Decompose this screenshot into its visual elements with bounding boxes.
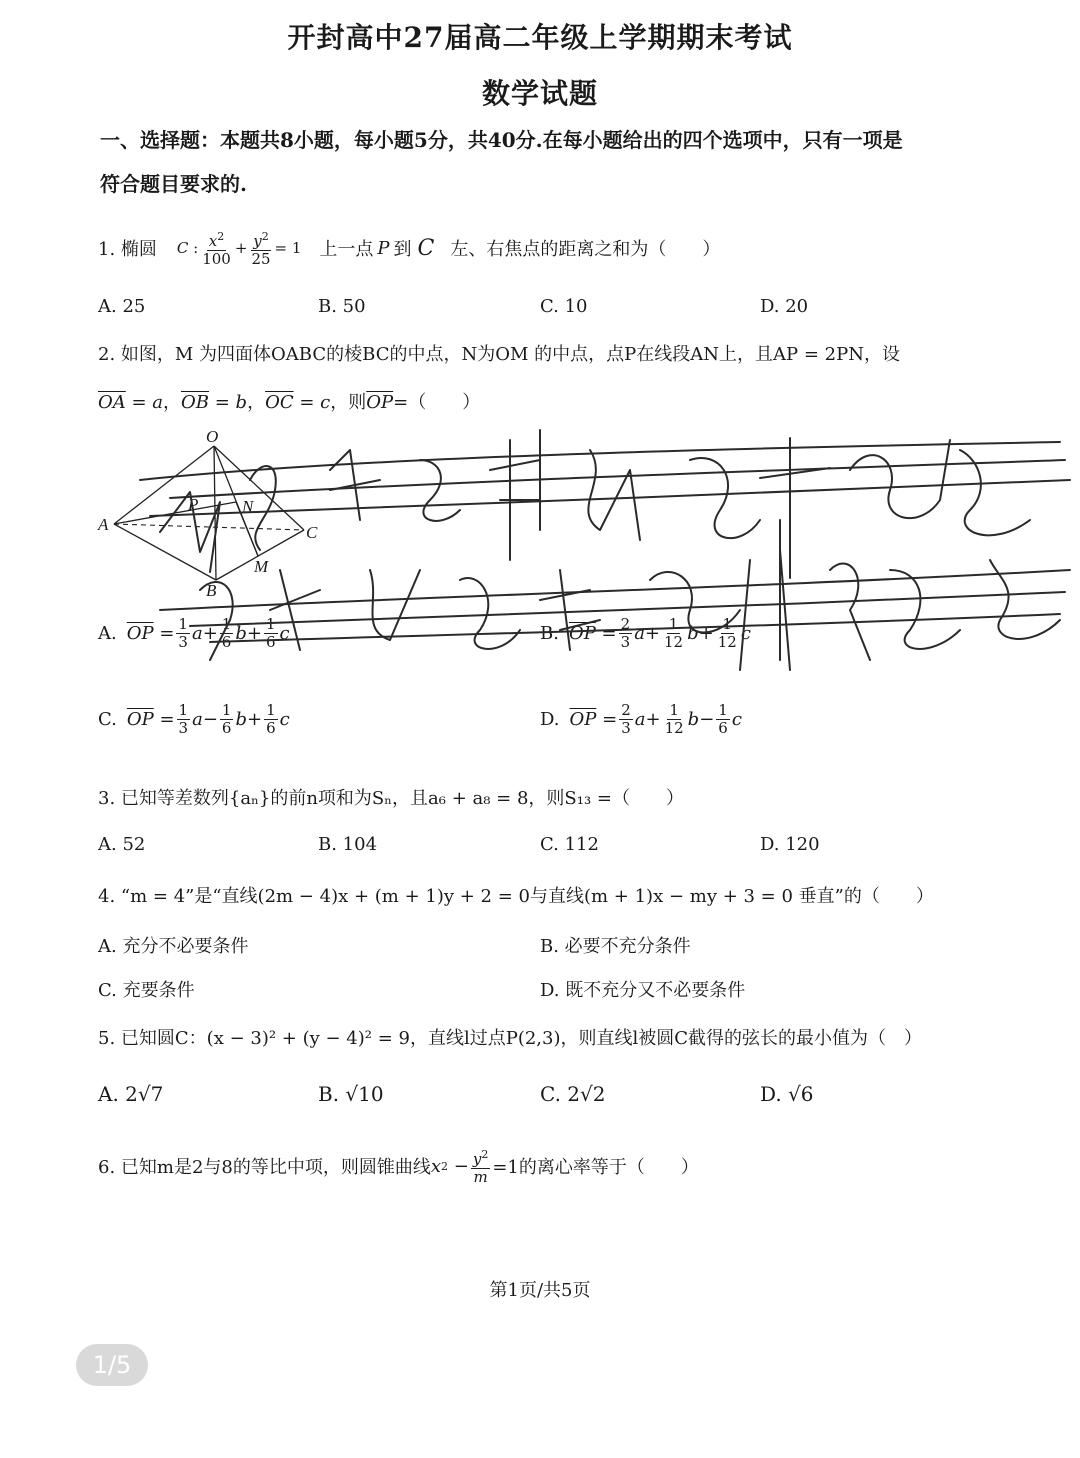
question-3: 3. 已知等差数列{aₙ}的前n项和为Sₙ，且a₆ + a₈ = 8，则S₁₃ =（ ） — [98, 788, 684, 809]
q1-point: P — [377, 237, 390, 259]
q4-option-d: D. 既不充分又不必要条件 — [540, 980, 746, 1001]
page-footer: 第1页/共5页 — [489, 1280, 591, 1301]
q2-option-d-label: D. — [540, 709, 560, 730]
q1-prefix: 1. 椭圆 — [98, 239, 157, 260]
q1-text-a: 上一点 — [319, 239, 374, 260]
q2-option-b: B. $\overline{OP}$ = $\frac{2}{3}$ a + $\frac{1}{12}$ b + $\frac{1}{12}$ c — [540, 615, 751, 651]
label-B: B — [206, 581, 217, 600]
section-heading-line1: 一、选择题：本题共8小题，每小题5分，共40分.在每小题给出的四个选项中，只有一项是 — [100, 128, 903, 152]
question-2-line1: 2. 如图，M 为四面体OABC的棱BC的中点，N为OM 的中点，点P在线段AN上，且AP = 2PN，设 — [98, 344, 900, 365]
q1-to: 到 — [393, 239, 412, 260]
q2-blank: =（ ） — [393, 392, 481, 413]
q5-option-d: D. √6 — [760, 1082, 814, 1106]
label-N: N — [242, 497, 254, 516]
question-6: 6. 已知m是2与8的等比中项，则圆锥曲线 x 2 − $\frac{y^2}{m}$ =1的离心率等于（ ） — [98, 1148, 699, 1186]
q2-option-a: A. $\overline{OP}$ = $\frac{1}{3}$ a + $\frac{1}{6}$ b + $\frac{1}{6}$ c — [98, 615, 290, 651]
q1-option-b: B. 50 — [318, 296, 366, 317]
q3-option-a: A. 52 — [98, 834, 146, 855]
label-P: P — [188, 495, 199, 514]
q4-option-c: C. 充要条件 — [98, 980, 195, 1001]
q5-option-a: A. 2√7 — [98, 1082, 164, 1106]
question-4: 4. “m = 4”是“直线(2m − 4)x + (m + 1)y + 2 = 0与直线(m + 1)x − my + 3 = 0 垂直”的（ ） — [98, 886, 934, 907]
page-indicator-badge[interactable]: 1/5 — [76, 1344, 148, 1386]
question-2-line2: $\overline{OA} = a$，$\overline{OB} = b$，$\overline{OC} = c$，则$\overline{OP}=$（ ） — [98, 392, 481, 413]
q1-curve: C — [417, 235, 435, 261]
q6-suffix: =1的离心率等于（ ） — [492, 1157, 699, 1178]
q2-option-b-label: B. — [540, 623, 559, 644]
section-heading-line2: 符合题目要求的. — [100, 172, 247, 196]
label-O: O — [206, 428, 219, 446]
q1-option-a: A. 25 — [98, 296, 146, 317]
q4-option-a: A. 充分不必要条件 — [98, 936, 249, 957]
q5-option-c: C. 2√2 — [540, 1082, 606, 1106]
q2-option-d: D. $\overline{OP}$ = $\frac{2}{3}$ a + $\frac{1}{12}$ b − $\frac{1}{6}$ c — [540, 701, 742, 737]
q2-option-a-label: A. — [98, 623, 117, 644]
q1-ellipse-equation: C : $\frac{x^2}{100}$ + $\frac{y^2}{25}$ = 1 — [176, 230, 302, 268]
q5-option-b: B. √10 — [318, 1082, 384, 1106]
label-A: A — [98, 515, 109, 534]
label-C: C — [306, 523, 318, 542]
exam-title: 开封高中27届高二年级上学期期末考试 — [287, 21, 793, 54]
q2-option-c-label: C. — [98, 709, 117, 730]
q3-option-c: C. 112 — [540, 834, 599, 855]
question-1 — [98, 218, 720, 278]
q3-option-d: D. 120 — [760, 834, 820, 855]
q3-option-b: B. 104 — [318, 834, 378, 855]
exam-subtitle: 数学试题 — [481, 77, 598, 110]
handwritten-scribble-overlay — [130, 420, 1075, 690]
q1-option-d: D. 20 — [760, 296, 809, 317]
label-M: M — [254, 557, 269, 576]
q1-option-c: C. 10 — [540, 296, 588, 317]
q2-option-c: C. $\overline{OP}$ = $\frac{1}{3}$ a − $\frac{1}{6}$ b + $\frac{1}{6}$ c — [98, 701, 290, 737]
q4-option-b: B. 必要不充分条件 — [540, 936, 691, 957]
q1-text-b: 左、右焦点的距离之和为（ ） — [450, 239, 721, 260]
question-5: 5. 已知圆C：(x − 3)² + (y − 4)² = 9，直线l过点P(2,3)，则直线l被圆C截得的弦长的最小值为（ ） — [98, 1028, 923, 1049]
q6-prefix: 6. 已知m是2与8的等比中项，则圆锥曲线 — [98, 1157, 431, 1178]
q2-then: ，则 — [330, 392, 367, 413]
